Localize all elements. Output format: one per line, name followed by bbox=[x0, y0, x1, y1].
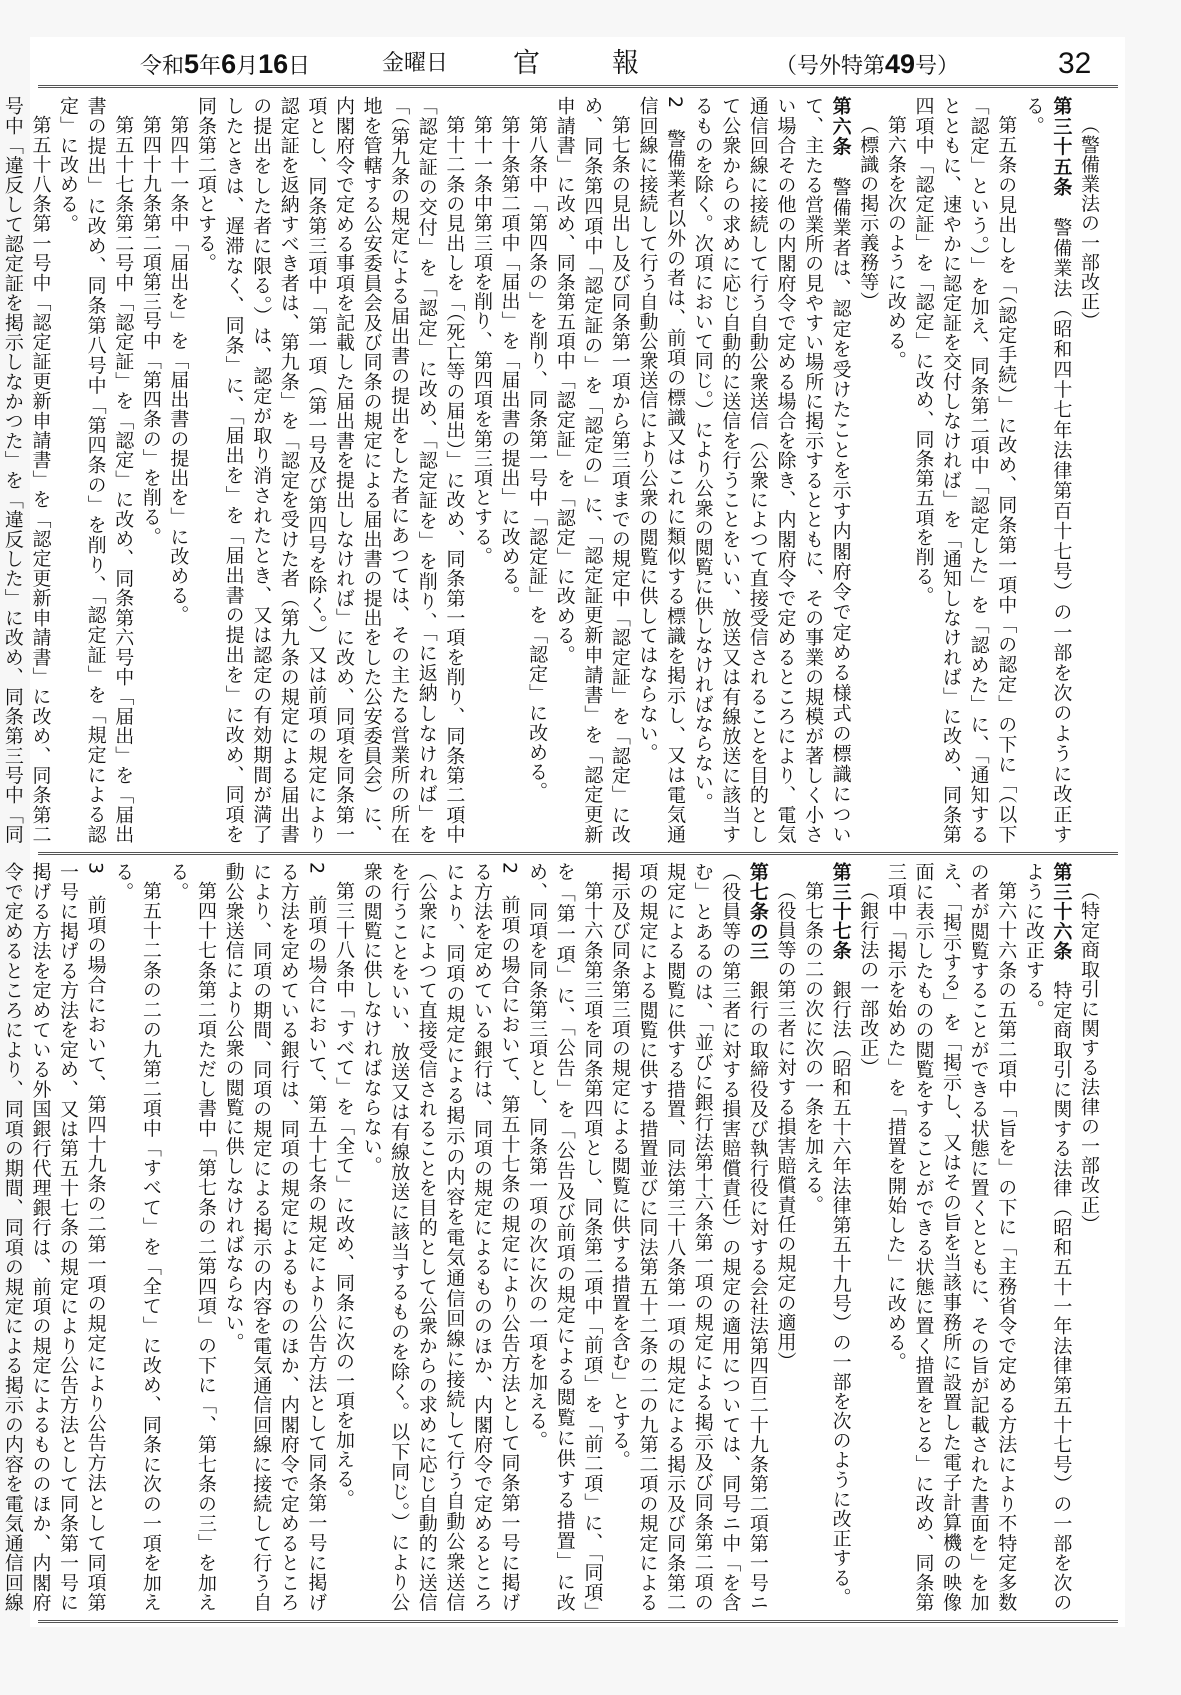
amendment-paragraph bbox=[191, 96, 467, 844]
amendment-paragraph bbox=[523, 96, 551, 844]
top-text-section bbox=[1, 96, 1102, 845]
amendment-paragraph bbox=[798, 862, 826, 1612]
paragraph-text: 第四十九条第二項第三号中「第四条の」を削る。 bbox=[139, 115, 162, 547]
amendment-paragraph bbox=[109, 862, 164, 1612]
amendment-paragraph bbox=[550, 96, 633, 844]
paragraph-text: 特定商取引に関する法律（昭和五十一年法律第五十七号）の一部を次のように改正する。 bbox=[1022, 862, 1073, 1612]
paragraph-text: 第四十一条中「届出を」を「届出書の提出を」に改める。 bbox=[167, 115, 190, 625]
article-number: 第三十五条 bbox=[1050, 96, 1073, 198]
amendment-paragraph bbox=[53, 96, 136, 844]
amendment-paragraph bbox=[164, 96, 192, 844]
issue-number-suffix: 号） bbox=[915, 54, 960, 79]
page-number bbox=[1058, 46, 1091, 82]
paragraph-text: 第五十二条の二の九第二項中「すべて」を「全て」に改め、同条に次の一項を加える。 bbox=[112, 862, 162, 1612]
article-caption bbox=[854, 96, 882, 844]
paragraph-text: （標識の掲示義務等） bbox=[857, 115, 880, 311]
numbered-paragraph bbox=[219, 862, 329, 1612]
paragraph-text: 警備業者は、認定を受けたことを示す内閣府令で定める様式の標識について、主たる営業所の見やすい場所に掲示するとともに、その事業の規模が著しく小さい場合その他の内閣府令で定める場合を除き、内閣府令で定めるところにより、電気通信回線に接続して行う自動公衆送信（公衆によつて直接受信されることを目的として公衆からの求めに応じ自動的に送信を行うことをいい、放送又は有線放送に該当するものを除く。次項において同じ。）により公衆の閲覧に供しなければならない。 bbox=[691, 96, 852, 844]
paragraph-number: 2 bbox=[664, 96, 687, 109]
paragraph-text: 前項の場合において、第四十九条の二第一項の規定により公告方法として同項第一号に掲げる方法を定め、又は第五十七条の規定により公告方法として同条第一号に掲げる方法を定めている外国銀行代理銀行は、前項の規定によるもののほか、内閣府令で定めるところにより、同項の期間、同項の規定による掲示の内容を電気通信回線 bbox=[1, 862, 107, 1612]
issue-number bbox=[775, 46, 959, 82]
paragraph-text: 第十六条第三項を同条第四項とし、同条第二項中「前項」を「前二項」に、「同項」を「第一項」に、「公告」を「公告及び前項の規定による閲覧に供する措置」に改め、同項を同条第三項とし、同条第一項の次に次の一項を加える。 bbox=[526, 862, 604, 1612]
paragraph-text: 第七条の二の次に次の一条を加える。 bbox=[802, 881, 825, 1215]
paragraph-text: 第七条の見出し及び同条第一項から第三項までの規定中「認定証」を「認定」に改め、同条第四項中「認定証の」を「認定の」に、「認定証更新申請書」を「認定更新申請書」に改め、同条第五項中「認定証」を「認定」に改める。 bbox=[553, 96, 631, 844]
article-number: 第三十七条 bbox=[829, 862, 852, 960]
paragraph-text: 第十一条中第三項を削り、第四項を第三項とする。 bbox=[470, 115, 493, 566]
article-paragraph bbox=[1019, 862, 1074, 1612]
article-number: 第七条の三 bbox=[746, 862, 769, 961]
amendment-paragraph bbox=[164, 862, 219, 1612]
amendment-paragraph bbox=[329, 862, 357, 1612]
article-paragraph bbox=[605, 862, 771, 1612]
paragraph-text: 第三十八条中「すべて」を「全て」に改め、同条に次の一項を加える。 bbox=[332, 881, 355, 1509]
paragraph-text: （銀行法の一部改正） bbox=[857, 881, 880, 1077]
paragraph-text: （役員等の第三者に対する損害賠償責任の規定の適用） bbox=[774, 881, 797, 1371]
gazette-title-kan: 官 bbox=[513, 48, 540, 79]
paragraph-text: 警備業者以外の者は、前項の標識又はこれに類似する標識を掲示し、又は電気通信回線に接続して行う自動公衆送信により公衆の閲覧に供してはならない。 bbox=[636, 96, 687, 844]
amendment-paragraph bbox=[467, 96, 495, 844]
article-caption bbox=[854, 862, 882, 1612]
date-era: 令和 bbox=[140, 54, 185, 79]
paragraph-text: 第六条を次のように改める。 bbox=[884, 115, 907, 370]
footer-rule bbox=[38, 1620, 1118, 1623]
paragraph-text: 第六十六条の五第二項中「旨を」の下に「主務省令で定める方法により不特定多数の者が閲覧することができる状態に置くとともに、その旨が記載された書面を」を加え、「掲示する」を「掲示し、又はその旨を当該事務所に設置した電子計算機の映像面に表示したものの閲覧をすることができる状態に置く措置をとる」に改め、同条第三項中「掲示を始めた」を「措置を開始した」に改める。 bbox=[884, 862, 1018, 1612]
article-paragraph bbox=[826, 862, 854, 1612]
article-caption bbox=[1074, 96, 1102, 844]
date-month: 6 bbox=[221, 49, 237, 79]
numbered-paragraph bbox=[633, 96, 688, 844]
amendment-paragraph bbox=[136, 96, 164, 844]
article-number: 第三十六条 bbox=[1050, 862, 1073, 961]
date-month-unit: 月 bbox=[236, 54, 259, 79]
paragraph-text: 第五十八条第一号中「認定証更新申請書」を「認定更新申請書」に改め、同条第二号中「違反して認定証を掲示しなかつた」を「違反した」に改め、同条第三号中「同 bbox=[1, 96, 52, 844]
date-year: 5 bbox=[184, 49, 200, 79]
section-divider bbox=[38, 852, 1118, 855]
article-caption bbox=[771, 862, 799, 1612]
article-paragraph bbox=[688, 96, 854, 844]
paragraph-text: （特定商取引に関する法律の一部改正） bbox=[1078, 881, 1100, 1234]
header-rule bbox=[38, 85, 1118, 88]
date-day: 16 bbox=[258, 49, 289, 79]
amendment-paragraph bbox=[909, 96, 1019, 844]
paragraph-number: 2 bbox=[305, 862, 328, 875]
article-number: 第六条 bbox=[829, 96, 852, 157]
article-paragraph bbox=[1019, 96, 1074, 844]
date-day-unit: 日 bbox=[288, 54, 311, 79]
paragraph-text: 警備業法（昭和四十七年法律第百十七号）の一部を次のように改正する。 bbox=[1022, 96, 1073, 845]
issue-number-value: 49 bbox=[885, 49, 916, 79]
amendment-paragraph bbox=[881, 96, 909, 844]
amendment-paragraph bbox=[881, 862, 1019, 1612]
paragraph-text: （警備業法の一部改正） bbox=[1078, 115, 1100, 331]
paragraph-text: 前項の場合において、第五十七条の規定により公告方法として同条第一号に掲げる方法を定めている銀行は、同項の規定によるもののほか、内閣府令で定めるところにより、同項の期間、同項の規定による掲示の内容を電気通信回線に接続して行う自動公衆送信により公衆の閲覧に供しなければならない。 bbox=[222, 862, 328, 1612]
paragraph-text: 第四十七条第二項ただし書中「第七条の二第四項」の下に「、第七条の三」を加える。 bbox=[167, 862, 217, 1612]
paragraph-number: 3 bbox=[84, 862, 107, 875]
issue-weekday: 金曜日 bbox=[382, 51, 449, 76]
issue-date bbox=[140, 46, 310, 82]
paragraph-number: 2 bbox=[498, 862, 521, 875]
paragraph-text: 第五条の見出しを「（認定手続）」に改め、同条第一項中「の認定」の下に「（以下「認定」という。）」を加え、同条第二項中「認定した」を「認めた」に、「通知するとともに、速やかに認定証を交付しなければ」を「通知しなければ」に改め、同条第四項中「認定証」を「認定」に改め、同条第五項を削る。 bbox=[912, 96, 1018, 844]
page-number-value: 32 bbox=[1058, 47, 1092, 80]
paragraph-text: 銀行法（昭和五十六年法律第五十九号）の一部を次のように改正する。 bbox=[829, 960, 852, 1607]
date-year-unit: 年 bbox=[199, 54, 222, 79]
numbered-paragraph bbox=[0, 862, 109, 1612]
amendment-paragraph bbox=[523, 862, 606, 1612]
gazette-title-ho: 報 bbox=[612, 48, 639, 79]
amendment-paragraph bbox=[0, 96, 53, 844]
paragraph-text: 前項の場合において、第五十七条の規定により公告方法として同条第一号に掲げる方法を定めている銀行は、同項の規定によるもののほか、内閣府令で定めるところにより、同項の規定による掲示の内容を電気通信回線に接続して行う自動公衆送信（公衆によつて直接受信されることを目的として公衆からの求めに応じ自動的に送信を行うことをいい、放送又は有線放送に該当するものを除く。以下同じ。）により公衆の閲覧に供しなければならない。 bbox=[360, 862, 521, 1612]
paragraph-text: 第八条中「第四条の」を削り、同条第一号中「認定証」を「認定」に改める。 bbox=[526, 115, 549, 801]
paragraph-text: 銀行の取締役及び執行役に対する会社法第四百二十九条第二項第一号ニ（役員等の第三者に対する損害賠償責任）の規定の適用については、同号ニ中「を含む」とあるのは、「並びに銀行法第十六条第一項の規定による掲示及び同条第二項の規定による閲覧に供する措置、同法第三十八条第一項の規定による掲示及び同条第二項の規定による閲覧に供する措置並びに同法第五十二条の二の九第二項の規定による掲示及び同条第三項の規定による閲覧に供する措置を含む」とする。 bbox=[608, 862, 769, 1612]
paragraph-text: 第十二条の見出しを「（死亡等の届出）」に改め、同条第一項を削り、同条第二項中「認定証の交付」を「認定」に改め、「認定証を」を削り、「に返納しなければ」を「（第九条の規定による届出書の提出をした者にあつては、その主たる営業所の所在地を管轄する公安委員会及び同条の規定による届出書の提出をした公安委員会）に、内閣府令で定める事項を記載した届出書を提出しなければ」に改め、同項を同条第一項とし、同条第三項中「第一項（第一号及び第四号を除く。）又は前項の規定により認定証を返納すべき者は、第九条」を「認定を受けた者（第九条の規定による届出書の提出をした者に限る。）は、認定が取り消されたとき、又は認定の有効期間が満了したときは、遅滞なく、同条」に、「届出を」を「届出書の提出を」に改め、同項を同条第二項とする。 bbox=[195, 96, 466, 844]
paragraph-text: 第十条第二項中「届出」を「届出書の提出」に改める。 bbox=[498, 115, 521, 605]
issue-number-prefix: （号外特第 bbox=[775, 54, 886, 79]
article-caption bbox=[1074, 862, 1102, 1612]
bottom-text-section bbox=[1, 862, 1102, 1612]
paragraph-text: 第五十七条第二号中「認定証」を「認定」に改め、同条第六号中「届出」を「届出書の提出」に改め、同条第八号中「第四条の」を削り、「認定証」を「規定による認定」に改める。 bbox=[57, 96, 135, 844]
amendment-paragraph bbox=[495, 96, 523, 844]
numbered-paragraph bbox=[357, 862, 523, 1612]
